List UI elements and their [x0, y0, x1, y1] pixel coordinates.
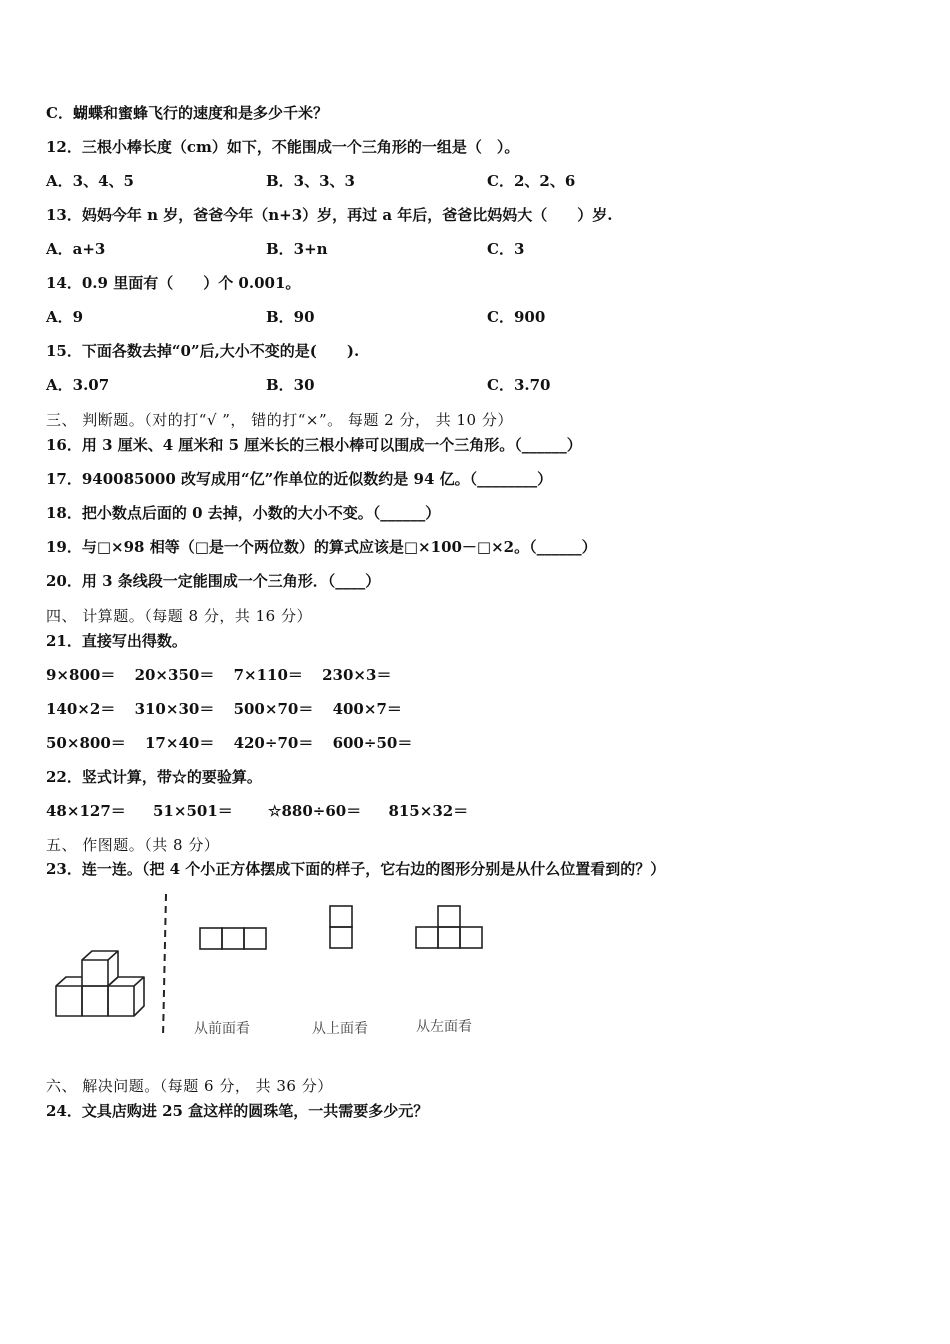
question-14-option-b: B．90 — [266, 308, 315, 326]
question-14-stem: 14．0.9 里面有（ ）个 0.001。 — [46, 274, 301, 292]
calc-item: 230×3＝ — [322, 666, 392, 684]
calc-row-3 — [46, 732, 426, 753]
cube-stack-drawing — [56, 951, 144, 1016]
question-18: 18．把小数点后面的 0 去掉，小数的大小不变。（______） — [46, 504, 441, 522]
question-16: 16．用 3 厘米、4 厘米和 5 厘米长的三根小棒可以围成一个三角形。（______） — [46, 436, 582, 454]
calc-item: 500×70＝ — [233, 700, 314, 718]
question-17: 17．940085000 改写成用“亿”作单位的近似数约是 94 亿。（________） — [46, 470, 553, 488]
calc-item: ☆880÷60＝ — [268, 802, 362, 820]
question-12-stem: 12．三根小棒长度（cm）如下，不能围成一个三角形的一组是（ ）。 — [46, 138, 520, 156]
calc-row-2 — [46, 698, 416, 719]
calc-item: 9×800＝ — [46, 666, 116, 684]
question-13-option-a: A．a+3 — [46, 240, 106, 258]
question-13-option-b: B．3+n — [266, 240, 328, 258]
section-6-heading: 六、 解决问题。（每题 6 分， 共 36 分） — [46, 1077, 333, 1095]
calc-item: 600÷50＝ — [332, 734, 413, 752]
question-15-stem: 15．下面各数去掉“0”后,大小不变的是( ). — [46, 342, 360, 360]
calc-item: 420÷70＝ — [233, 734, 314, 752]
section-5-heading: 五、 作图题。（共 8 分） — [46, 836, 220, 854]
question-12-option-a: A．3、4、5 — [46, 172, 134, 190]
question-15-option-c: C．3.70 — [487, 376, 551, 394]
calc-item: 20×350＝ — [134, 666, 215, 684]
calc-item: 51×501＝ — [153, 802, 233, 820]
cube-views-figure — [40, 888, 510, 1048]
question-12-option-b: B．3、3、3 — [266, 172, 355, 190]
caption-top-view: 从上面看 — [312, 1021, 368, 1037]
question-15-option-b: B．30 — [266, 376, 315, 394]
question-13-option-c: C．3 — [487, 240, 525, 258]
calc-item: 400×7＝ — [332, 700, 402, 718]
calc-item: 17×40＝ — [145, 734, 215, 752]
question-24: 24．文具店购进 25 盒这样的圆珠笔，一共需要多少元？ — [46, 1102, 429, 1120]
question-14-option-c: C．900 — [487, 308, 546, 326]
calc-row-1 — [46, 664, 405, 685]
calc-item: 140×2＝ — [46, 700, 116, 718]
question-20: 20．用 3 条线段一定能围成一个三角形．（____） — [46, 572, 381, 590]
caption-left-view: 从左面看 — [416, 1019, 472, 1035]
top-view-shape — [330, 906, 352, 948]
section-4-heading: 四、 计算题。（每题 8 分，共 16 分） — [46, 607, 312, 625]
question-23-stem: 23．连一连。（把 4 个小正方体摆成下面的样子，它右边的图形分别是从什么位置看到的？） — [46, 860, 666, 878]
left-view-shape — [416, 906, 482, 948]
vertical-calc-row — [46, 800, 482, 821]
question-22-stem: 22．竖式计算，带☆的要验算。 — [46, 768, 262, 786]
calc-item: 48×127＝ — [46, 802, 126, 820]
question-13-stem: 13．妈妈今年 n 岁，爸爸今年（n+3）岁，再过 a 年后，爸爸比妈妈大（ ）岁. — [46, 206, 613, 224]
section-3-heading: 三、 判断题。（对的打“√ ”， 错的打“×”。 每题 2 分， 共 10 分） — [46, 411, 513, 429]
question-19: 19．与□×98 相等（□是一个两位数）的算式应该是□×100－□×2。（______） — [46, 538, 597, 556]
question-15-option-a: A．3.07 — [46, 376, 110, 394]
dashed-divider — [163, 894, 166, 1038]
calc-item: 310×30＝ — [134, 700, 215, 718]
calc-item: 7×110＝ — [233, 666, 303, 684]
caption-front-view: 从前面看 — [194, 1021, 250, 1037]
question-12-option-c: C．2、2、6 — [487, 172, 576, 190]
question-11-option-c: C．蝴蝶和蜜蜂飞行的速度和是多少千米？ — [46, 104, 328, 122]
calc-item: 815×32＝ — [388, 802, 469, 820]
question-21-stem: 21．直接写出得数。 — [46, 632, 187, 650]
question-14-option-a: A．9 — [46, 308, 84, 326]
front-view-shape — [200, 928, 266, 949]
calc-item: 50×800＝ — [46, 734, 126, 752]
